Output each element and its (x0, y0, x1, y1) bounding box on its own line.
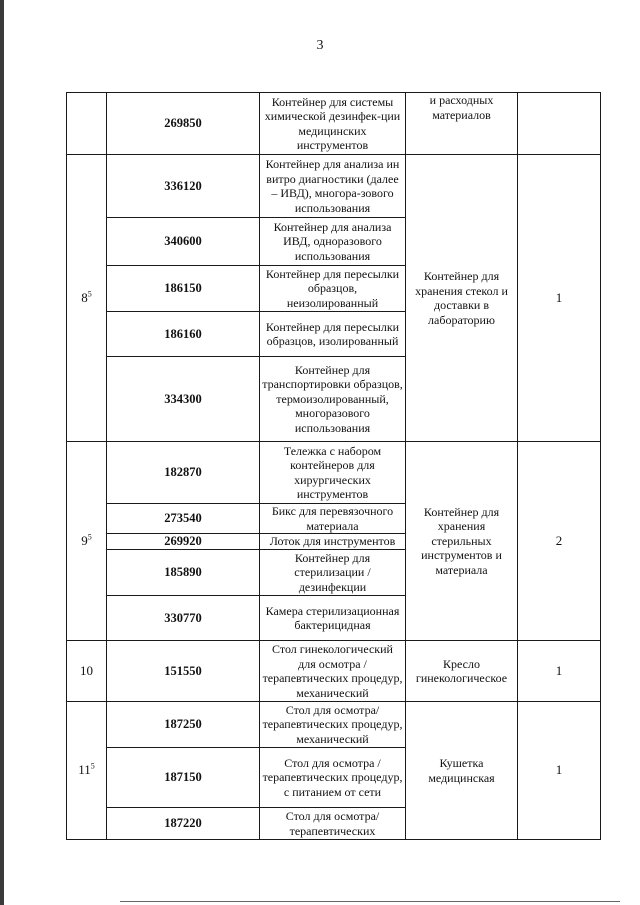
row-number-superscript: 5 (87, 532, 92, 542)
code-cell: 340600 (107, 218, 260, 266)
row-number: 11 (78, 762, 91, 778)
name-cell: Стол для осмотра/ терапевтических (260, 808, 406, 840)
table-row (67, 702, 601, 748)
code-cell: 182870 (107, 442, 260, 504)
code-cell: 187250 (107, 702, 260, 748)
code-cell: 186160 (107, 312, 260, 357)
name-cell: Лоток для инструментов (260, 534, 406, 550)
row-number-cell (67, 702, 107, 840)
scan-edge (0, 0, 4, 905)
name-cell: Контейнер для системы химической дезинфек-ции медицинских инструментов (260, 93, 406, 155)
group-cell: Кресло гинекологическое (406, 641, 518, 702)
page-number: 3 (316, 38, 324, 53)
group-cell: и расходных материалов (406, 93, 518, 155)
name-cell: Контейнер для анализа ин витро диагностики (далее – ИВД), многора-зового использования (260, 155, 406, 218)
name-cell: Контейнер для пересылки образцов, изолированный (260, 312, 406, 357)
code-cell: 273540 (107, 504, 260, 534)
table-row (67, 93, 601, 155)
name-cell: Бикс для перевязочного материала (260, 504, 406, 534)
table-row (67, 155, 601, 218)
group-cell: Кушетка медицинская (406, 702, 518, 840)
code-cell: 187150 (107, 748, 260, 808)
code-cell: 187220 (107, 808, 260, 840)
row-number-cell (67, 93, 107, 155)
name-cell: Стол гинекологический для осмотра /терапевтических процедур, механический (260, 641, 406, 702)
code-cell: 269920 (107, 534, 260, 550)
table-row (67, 442, 601, 504)
scan-bottom-line (120, 901, 620, 902)
code-cell: 334300 (107, 357, 260, 442)
name-cell: Контейнер для транспортировки образцов, термоизолированный, многоразового использования (260, 357, 406, 442)
name-cell: Камера стерилизационная бактерицидная (260, 596, 406, 641)
qty-cell: 1 (518, 155, 601, 442)
table-row (67, 641, 601, 702)
qty-cell (518, 93, 601, 155)
row-number-cell (67, 641, 107, 702)
qty-cell: 1 (518, 641, 601, 702)
code-cell: 185890 (107, 550, 260, 596)
row-number-superscript: 5 (90, 761, 95, 771)
qty-cell: 1 (518, 702, 601, 840)
name-cell: Стол для осмотра/ терапевтических процедур, механический (260, 702, 406, 748)
name-cell: Контейнер для анализа ИВД, одноразового использования (260, 218, 406, 266)
code-cell: 336120 (107, 155, 260, 218)
code-cell: 186150 (107, 266, 260, 312)
group-cell: Контейнер для хранения стекол и доставки в лабораторию (406, 155, 518, 442)
name-cell: Контейнер для пересылки образцов, неизолированный (260, 266, 406, 312)
name-cell: Стол для осмотра /терапевтических процедур, с питанием от сети (260, 748, 406, 808)
row-number: 8 (81, 289, 88, 305)
row-number: 10 (80, 662, 93, 678)
equipment-table (66, 92, 601, 840)
row-number-superscript: 5 (87, 289, 92, 299)
row-number-cell (67, 442, 107, 641)
name-cell: Тележка с набором контейнеров для хирургических инструментов (260, 442, 406, 504)
code-cell: 330770 (107, 596, 260, 641)
code-cell: 151550 (107, 641, 260, 702)
row-number: 9 (81, 532, 88, 548)
row-number-cell (67, 155, 107, 442)
code-cell: 269850 (107, 93, 260, 155)
group-cell: Контейнер для хранения стерильных инструментов и материала (406, 442, 518, 641)
name-cell: Контейнер для стерилизации /дезинфекции (260, 550, 406, 596)
qty-cell: 2 (518, 442, 601, 641)
